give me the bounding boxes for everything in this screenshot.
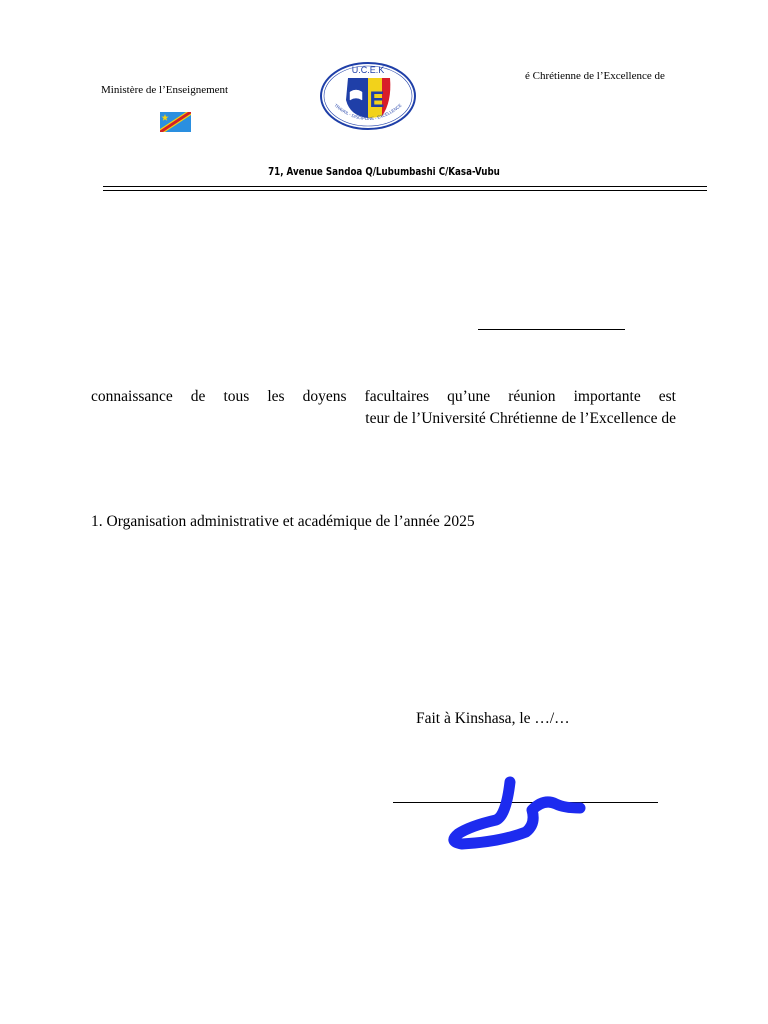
agenda-item: 1. Organisation administrative et académique de l’année 2025: [91, 513, 475, 530]
signature: [440, 768, 600, 858]
header-rule-secondary: [103, 190, 707, 191]
address: 71, Avenue Sandoa Q/Lubumbashi C/Kasa-Vubu: [268, 165, 500, 178]
place-date: Fait à Kinshasa, le …/…: [416, 710, 570, 727]
body-paragraph-line-1: connaissance de tous les doyens facultaires qu’une réunion importante est: [91, 388, 676, 405]
university-name-fragment: é Chrétienne de l’Excellence de: [525, 70, 665, 82]
ministry-text: Ministère de l’Enseignement: [101, 84, 229, 96]
logo-motto: TRAVAIL - DISCIPLINE - EXCELLENCE: [333, 102, 403, 122]
university-logo: [318, 58, 418, 130]
blank-underline: [478, 329, 625, 330]
header-rule: [103, 186, 707, 187]
body-paragraph-line-2: teur de l’Université Chrétienne de l’Excellence de: [365, 410, 676, 427]
logo-acronym: U.C.E.K: [351, 65, 385, 75]
drc-flag-icon: [160, 112, 191, 132]
logo-letter: E: [369, 87, 385, 112]
